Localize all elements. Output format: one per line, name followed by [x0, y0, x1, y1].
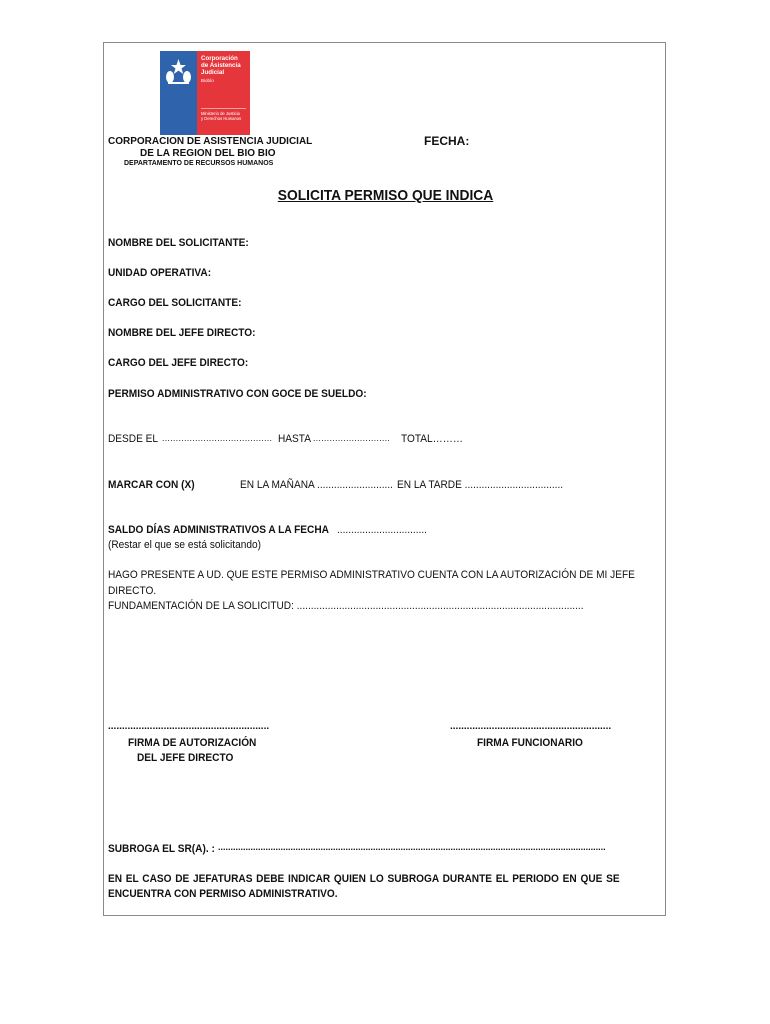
logo-divider [201, 108, 246, 109]
saldo-label: SALDO DÍAS ADMINISTRATIVOS A LA FECHA [108, 524, 329, 536]
corporation-logo [160, 51, 250, 135]
tarde-option[interactable]: EN LA TARDE ................................... [397, 479, 564, 491]
fundamentacion-field[interactable]: FUNDAMENTACIÓN DE LA SOLICITUD: ...................................................................................................... [108, 600, 584, 612]
permiso-label: PERMISO ADMINISTRATIVO CON GOCE DE SUELDO: [108, 388, 367, 400]
org-line-1: CORPORACION DE ASISTENCIA JUDICIAL [108, 136, 313, 147]
firma-jefe-line[interactable]: .......................................................... [108, 721, 270, 732]
firma-jefe-label-1: FIRMA DE AUTORIZACIÓN [128, 737, 257, 749]
desde-label: DESDE EL [108, 433, 159, 445]
fecha-label: FECHA: [424, 134, 470, 148]
total-field[interactable]: TOTAL……… [401, 433, 464, 445]
manana-option[interactable]: EN LA MAÑANA ........................... [240, 479, 393, 491]
logo-region: Biobío [201, 78, 214, 83]
form-sheet [103, 42, 666, 916]
cargo-jefe-label: CARGO DEL JEFE DIRECTO: [108, 357, 249, 369]
firma-funcionario-label: FIRMA FUNCIONARIO [477, 737, 583, 749]
nota-line-1: EN EL CASO DE JEFATURAS DEBE INDICAR QUIEN LO SUBROGA DURANTE EL PERIODO EN QUE SE [108, 873, 620, 885]
logo-red-panel [197, 51, 250, 135]
logo-ministry: Ministerio de Justicia y Derechos Humanos [201, 111, 242, 121]
desde-field[interactable]: ........................................ [162, 433, 273, 443]
org-line-3: DEPARTAMENTO DE RECURSOS HUMANOS [124, 160, 274, 167]
chile-crest-icon [164, 57, 193, 87]
form-title: SOLICITA PERMISO QUE INDICA [277, 187, 494, 204]
subroga-field[interactable]: ........................................................................................................................................................... [218, 842, 606, 852]
nombre-solicitante-label: NOMBRE DEL SOLICITANTE: [108, 237, 249, 249]
declaracion-line-2: DIRECTO. [108, 585, 157, 597]
logo-name: Corporación de Asistencia Judicial [201, 55, 241, 76]
hasta-field[interactable]: ............................ [313, 433, 391, 443]
nota-line-2: ENCUENTRA CON PERMISO ADMINISTRATIVO. [108, 888, 338, 900]
marcar-label: MARCAR CON (X) [108, 479, 195, 491]
declaracion-line-1: HAGO PRESENTE A UD. QUE ESTE PERMISO ADMINISTRATIVO CUENTA CON LA AUTORIZACIÓN DE MI JEFE [108, 569, 635, 581]
saldo-note: (Restar el que se está solicitando) [108, 539, 262, 551]
firma-funcionario-line[interactable]: .......................................................... [450, 721, 612, 732]
hasta-label: HASTA [278, 433, 311, 445]
logo-blue-panel [160, 51, 197, 135]
firma-jefe-label-2: DEL JEFE DIRECTO [137, 752, 234, 764]
subroga-label: SUBROGA EL SR(A). : [108, 843, 215, 855]
org-line-2: DE LA REGION DEL BIO BIO [140, 148, 276, 159]
unidad-operativa-label: UNIDAD OPERATIVA: [108, 267, 212, 279]
cargo-solicitante-label: CARGO DEL SOLICITANTE: [108, 297, 242, 309]
nombre-jefe-label: NOMBRE DEL JEFE DIRECTO: [108, 327, 256, 339]
saldo-field[interactable]: ................................ [337, 524, 427, 536]
